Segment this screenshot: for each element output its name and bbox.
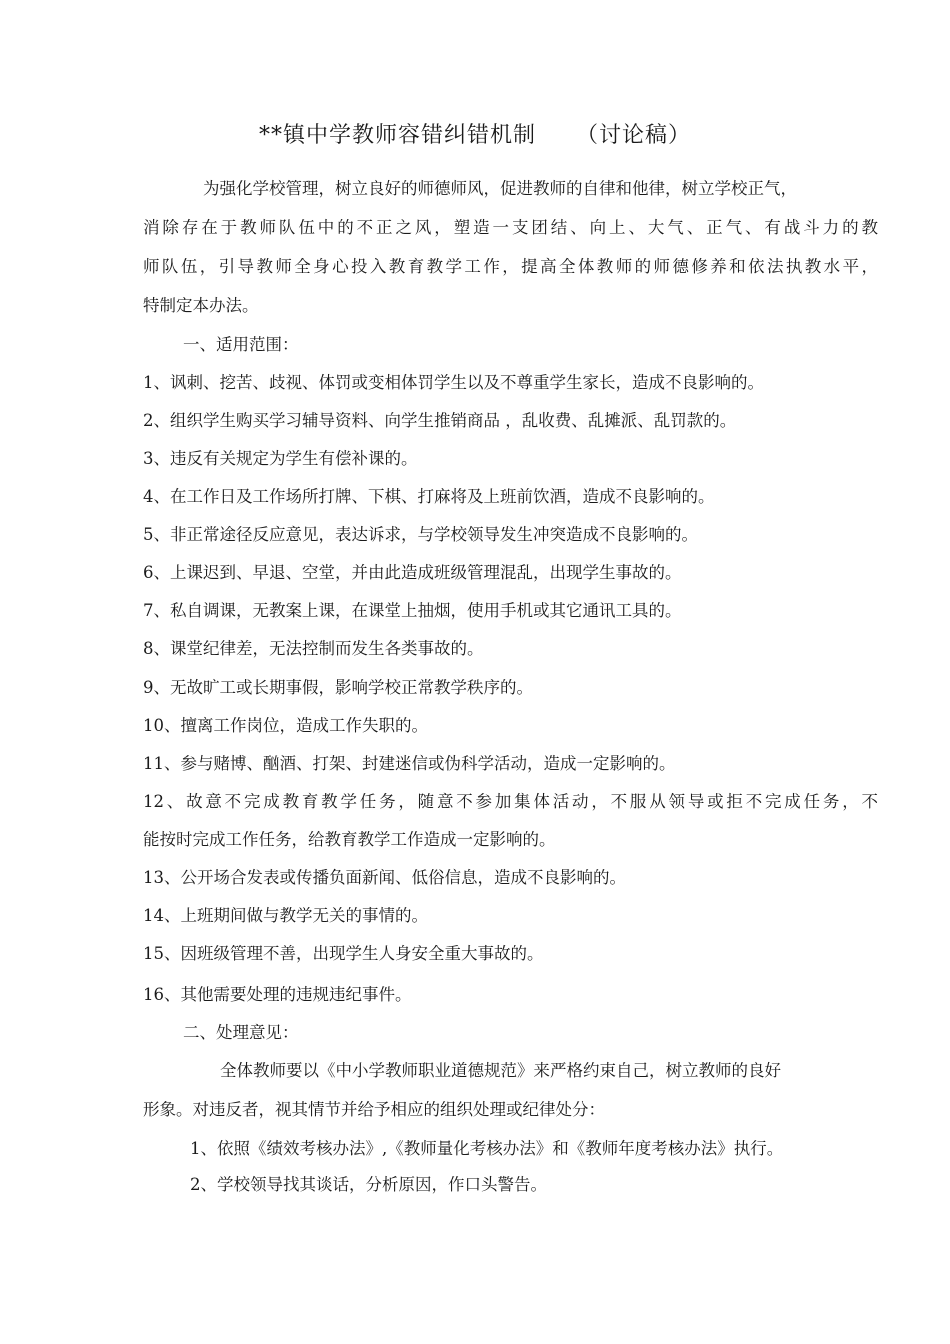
list-item: 8、课堂纪律差，无法控制而发生各类事故的。 (143, 639, 484, 658)
list-item: 2、学校领导找其谈话，分析原因，作口头警告。 (190, 1175, 547, 1194)
intro-line: 特制定本办法。 (143, 296, 259, 315)
list-item: 1、依照《绩效考核办法》,《教师量化考核办法》和《教师年度考核办法》执行。 (190, 1139, 784, 1158)
list-item: 14、上班期间做与教学无关的事情的。 (143, 906, 428, 925)
paragraph-line: 全体教师要以《中小学教师职业道德规范》来严格约束自己，树立教师的良好 (220, 1061, 781, 1080)
list-item: 1、讽刺、挖苦、歧视、体罚或变相体罚学生以及不尊重学生家长，造成不良影响的。 (143, 373, 764, 392)
list-item: 5、非正常途径反应意见，表达诉求，与学校领导发生冲突造成不良影响的。 (143, 525, 698, 544)
list-item: 4、在工作日及工作场所打牌、下棋、打麻将及上班前饮酒，造成不良影响的。 (143, 487, 715, 506)
list-item: 15、因班级管理不善，出现学生人身安全重大事故的。 (143, 944, 544, 963)
list-item: 13、公开场合发表或传播负面新闻、低俗信息，造成不良影响的。 (143, 868, 626, 887)
list-item: 能按时完成工作任务，给教育教学工作造成一定影响的。 (143, 830, 556, 849)
list-item: 11、参与赌博、酗酒、打架、封建迷信或伪科学活动，造成一定影响的。 (143, 754, 676, 773)
list-item: 6、上课迟到、早退、空堂，并由此造成班级管理混乱，出现学生事故的。 (143, 563, 682, 582)
list-item: 2、组织学生购买学习辅导资料、向学生推销商品 ，乱收费、乱摊派、乱罚款的。 (143, 411, 737, 430)
section-heading: 一、适用范围： (183, 335, 299, 354)
section-heading: 二、处理意见： (183, 1023, 299, 1042)
list-item: 12、故意不完成教育教学任务，随意不参加集体活动，不服从领导或拒不完成任务，不 (143, 792, 878, 811)
intro-line: 师队伍，引导教师全身心投入教育教学工作，提高全体教师的师德修养和依法执教水平， (143, 257, 878, 276)
document-title (0, 118, 950, 149)
list-item: 9、无故旷工或长期事假，影响学校正常教学秩序的。 (143, 678, 533, 697)
title-main: **镇中学教师容错纠错机制 (258, 123, 536, 148)
list-item: 16、其他需要处理的违规违纪事件。 (143, 985, 412, 1004)
title-draft: （讨论稿） (576, 123, 692, 148)
list-item: 10、擅离工作岗位，造成工作失职的。 (143, 716, 428, 735)
list-item: 3、违反有关规定为学生有偿补课的。 (143, 449, 418, 468)
intro-line: 消除存在于教师队伍中的不正之风，塑造一支团结、向上、大气、正气、有战斗力的教 (143, 218, 878, 237)
intro-line: 为强化学校管理，树立良好的师德师风，促进教师的自律和他律，树立学校正气， (203, 179, 797, 198)
paragraph-line: 形象。对违反者，视其情节并给予相应的组织处理或纪律处分： (143, 1100, 605, 1119)
list-item: 7、私自调课，无教案上课，在课堂上抽烟，使用手机或其它通讯工具的。 (143, 601, 682, 620)
